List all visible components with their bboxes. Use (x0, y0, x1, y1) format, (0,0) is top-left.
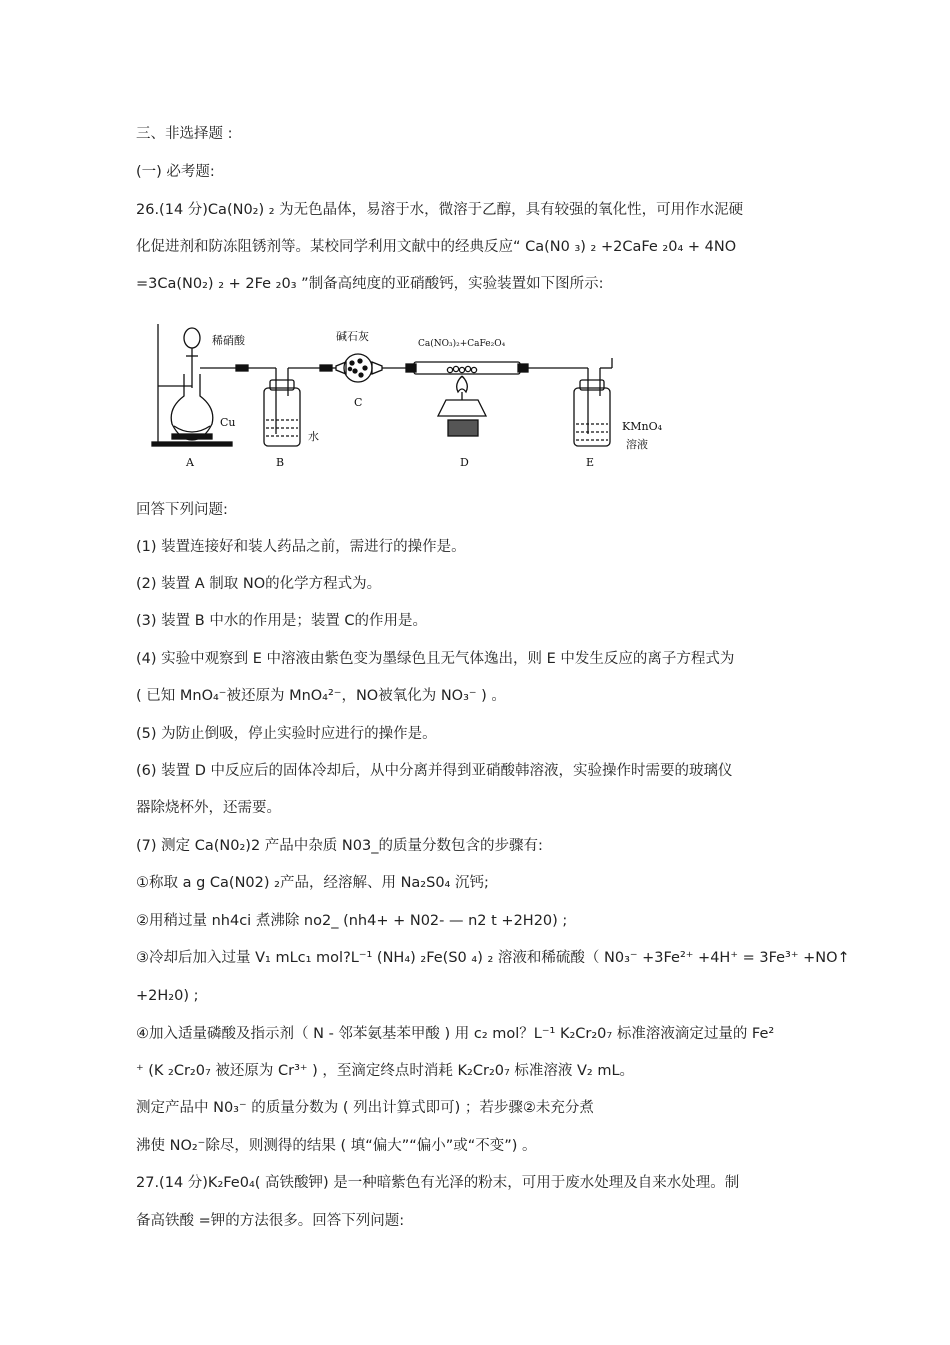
q26-part-3: (3) 装置 B 中水的作用是；装置 C的作用是。 (136, 613, 428, 629)
apparatus-figure (150, 316, 670, 476)
q26-step-4-line-2: ⁺ (K ₂Cr₂0₇ 被还原为 Cr³⁺ ) ，至滴定终点时消耗 K₂Cr₂0₇ 标准溶液 V₂ mL。 (136, 1063, 635, 1079)
label-d: D (460, 456, 469, 469)
section-heading: 三、非选择题 : (136, 126, 233, 142)
q26-step-2: ②用稍过量 nh4ci 煮沸除 no2_ (nh4+ + N02- — n2 t +2H20) ; (136, 913, 568, 929)
label-a: A (186, 456, 194, 469)
q26-part-4-line-2: ( 已知 MnO₄⁻被还原为 MnO₄²⁻，NO被氧化为 NO₃⁻ ) 。 (136, 688, 506, 704)
q26-step-1: ①称取 a g Ca(N02) ₂产品，经溶解、用 Na₂S0₄ 沉钙; (136, 875, 489, 891)
label-reactants: Ca(NO₃)₂+CaFe₂O₄ (418, 339, 506, 349)
q26-intro-line-1: 26.(14 分)Ca(N0₂) ₂ 为无色晶体，易溶于水，微溶于乙醇，具有较强的氧化性，可用作水泥硬 (136, 202, 744, 218)
q26-intro-line-3: =3Ca(N0₂) ₂ + 2Fe ₂0₃ ”制备高纯度的亚硝酸钙，实验装置如下图所示: (136, 276, 604, 292)
apparatus-b (264, 380, 300, 446)
apparatus-diagram (150, 316, 670, 476)
q26-step-3-line-1: ③冷却后加入过量 V₁ mLc₁ mol?L⁻¹ (NH₄) ₂Fe(S0 ₄) ₂ 溶液和稀硫酸（ N0₃⁻ +3Fe²⁺ +4H⁺ = 3Fe³⁺ +NO↑ (136, 950, 850, 966)
apparatus-d (406, 362, 588, 436)
q26-result-line-1: 测定产品中 N0₃⁻ 的质量分数为 ( 列出计算式即可) ；若步骤②未充分煮 (136, 1100, 594, 1116)
q27-intro-line-2: 备高铁酸 =钾的方法很多。回答下列问题: (136, 1213, 405, 1229)
q26-part-4-line-1: (4) 实验中观察到 E 中溶液由紫色变为墨绿色且无气体逸出，则 E 中发生反应的离子方程式为 (136, 651, 735, 667)
q26-part-7: (7) 测定 Ca(N0₂)2 产品中杂质 N03_的质量分数包含的步骤有: (136, 838, 543, 854)
label-kmno4: KMnO₄ (622, 420, 662, 433)
label-e: E (586, 456, 595, 469)
label-c: C (354, 396, 363, 409)
apparatus-e (574, 358, 612, 446)
q27-intro-line-1: 27.(14 分)K₂Fe0₄( 高铁酸钾) 是一种暗紫色有光泽的粉末，可用于废水处理及自来水处理。制 (136, 1175, 740, 1191)
label-soda-lime: 碱石灰 (336, 330, 369, 343)
label-dilute-nitric-acid: 稀硝酸 (212, 334, 245, 347)
section-subheading: (一) 必考题: (136, 164, 215, 180)
q26-part-5: (5) 为防止倒吸，停止实验时应进行的操作是。 (136, 726, 437, 742)
label-cu: Cu (220, 416, 236, 429)
label-solution: 溶液 (626, 438, 648, 451)
q26-part-6-line-1: (6) 装置 D 中反应后的固体冷却后，从中分离并得到亚硝酸韩溶液，实验操作时需要的玻璃仪 (136, 763, 733, 779)
q26-part-1: (1) 装置连接好和装人药品之前，需进行的操作是。 (136, 539, 466, 555)
q26-intro-line-2: 化促进剂和防冻阻锈剂等。某校同学利用文献中的经典反应“ Ca(N0 ₃) ₂ +2CaFe ₂0₄ + 4NO (136, 239, 737, 255)
label-b: B (276, 456, 285, 469)
apparatus-c (336, 354, 414, 382)
q26-prompt: 回答下列问题: (136, 502, 228, 518)
q26-step-4-line-1: ④加入适量磷酸及指示剂（ N - 邻苯氨基苯甲酸 ) 用 c₂ mol？L⁻¹ K₂Cr₂0₇ 标准溶液滴定过量的 Fe² (136, 1026, 775, 1042)
q26-result-line-2: 沸使 NO₂⁻除尽，则测得的结果 ( 填“偏大”“偏小”或“不变”) 。 (136, 1138, 537, 1154)
q26-part-6-line-2: 器除烧杯外，还需要。 (136, 800, 281, 816)
label-water: 水 (308, 430, 319, 443)
q26-part-2: (2) 装置 A 制取 NO的化学方程式为。 (136, 576, 382, 592)
q26-step-3-line-2: +2H₂0) ; (136, 988, 199, 1004)
